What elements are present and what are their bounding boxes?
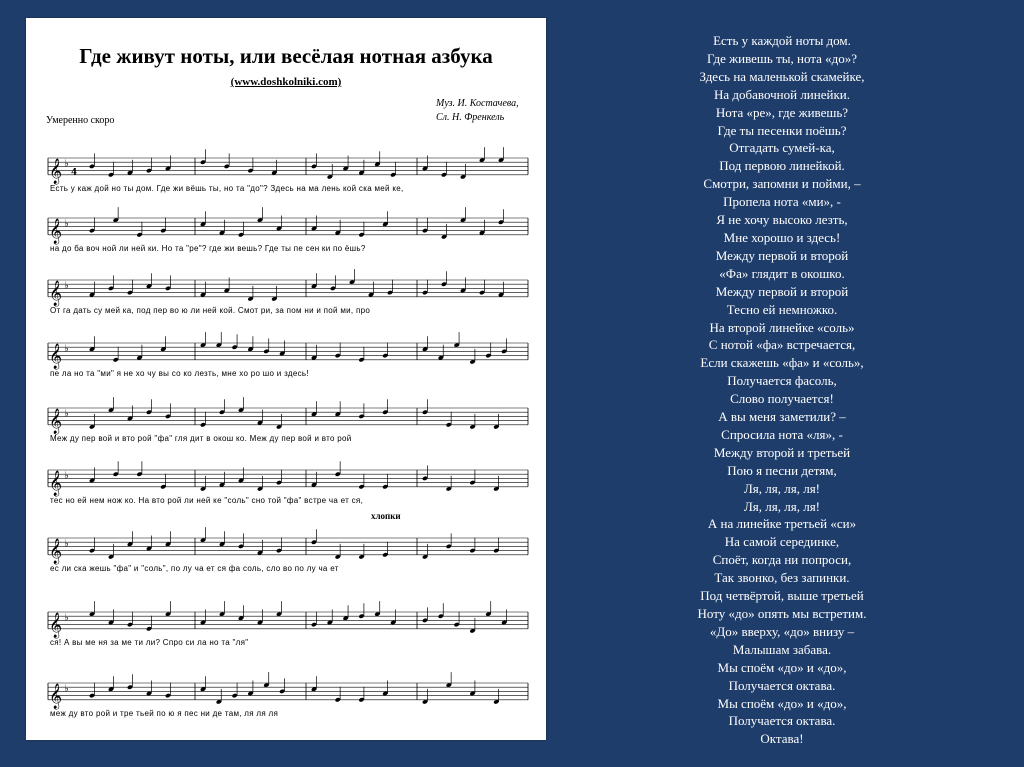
treble-clef-icon: 𝄞 xyxy=(49,612,63,638)
poem-line: Здесь на маленькой скамейке, xyxy=(699,68,865,84)
poem-line: На добавочной линейки. xyxy=(714,86,850,102)
poem-line: Слово получается! xyxy=(730,391,834,407)
treble-clef-icon: 𝄞 xyxy=(49,280,63,306)
treble-clef-icon: 𝄞 xyxy=(49,158,63,184)
poem-line: Ля, ля, ля, ля! xyxy=(743,498,821,514)
poem-line: На самой серединке, xyxy=(724,534,840,550)
lyrics-line: меж ду вто рой и тре тьей по ю я пес ни де там, ля ля ля xyxy=(50,708,279,718)
flat-key-signature: ♭ xyxy=(64,158,69,170)
poem-line: Я не хочу высоко лезть, xyxy=(716,212,848,228)
poem-line: Октава! xyxy=(760,731,804,747)
flat-key-signature: ♭ xyxy=(64,280,69,292)
flat-key-signature: ♭ xyxy=(64,683,69,695)
flat-key-signature: ♭ xyxy=(64,470,69,482)
poem-line: Между первой и второй xyxy=(715,247,849,263)
poem-line: На второй линейке «соль» xyxy=(709,319,855,335)
poem-line: Мы споём «до» и «до», xyxy=(717,659,847,675)
sheet-music-page xyxy=(26,18,546,740)
poem-line: Где ты песенки поёшь? xyxy=(717,122,847,138)
treble-clef-icon: 𝄞 xyxy=(49,343,63,369)
poem-line: Малышам забава. xyxy=(732,641,832,657)
poem-line: Где живешь ты, нота «до»? xyxy=(706,50,858,66)
poem-line: С нотой «фа» встречается, xyxy=(708,337,856,353)
lyrics-line: тес но ей нем нож ко. На вто рой ли ней ке "соль" сно той "фа" встре ча ет ся, xyxy=(50,495,364,505)
flat-key-signature: ♭ xyxy=(64,408,69,420)
flat-key-signature: ♭ xyxy=(64,343,69,355)
music-staves xyxy=(26,18,546,740)
clap-annotation: хлопки xyxy=(371,511,401,521)
poem-line: Ля, ля, ля, ля! xyxy=(743,480,821,496)
lyrics-line: на до ба воч ной ли ней ки. Но та "ре"? где жи вешь? Где ты пе сен ки по ёшь? xyxy=(50,243,366,253)
lyrics-line: пе ла но та "ми" я не хо чу вы со ко лезть, мне хо ро шо и здесь! xyxy=(50,368,309,378)
poem-line: Мне хорошо и здесь! xyxy=(723,229,841,245)
poem-line: Получается октава. xyxy=(728,713,836,729)
flat-key-signature: ♭ xyxy=(64,612,69,624)
poem-line: Нота «ре», где живешь? xyxy=(715,104,849,120)
lyrics-line: ся! А вы ме ня за ме ти ли? Спро си ла но та "ля" xyxy=(50,637,249,647)
poem-line: Если скажешь «фа» и «соль», xyxy=(700,355,864,371)
poem-line: Смотри, запомни и пойми, – xyxy=(703,176,861,192)
poem-line: Между второй и третьей xyxy=(713,444,851,460)
poem-line: Пропела нота «ми», - xyxy=(723,194,841,210)
poem-text xyxy=(572,32,992,748)
treble-clef-icon: 𝄞 xyxy=(49,470,63,496)
score-source-link[interactable]: (www.doshkolniki.com) xyxy=(230,76,342,88)
poem-line: Под первою линейкой. xyxy=(719,158,845,174)
treble-clef-icon: 𝄞 xyxy=(49,218,63,244)
composer-credit: Муз. И. Костачева, xyxy=(436,98,519,109)
lyrics-line: Меж ду пер вой и вто рой "фа" гля дит в окош ко. Меж ду пер вой и вто рой xyxy=(50,433,352,443)
poem-line: Получается фасоль, xyxy=(727,373,837,389)
poem-line: А вы меня заметили? – xyxy=(718,409,846,425)
poem-line: Так звонко, без запинки. xyxy=(714,570,850,586)
lyrics-line: От га дать су мей ка, под пер во ю ли ней кой. Смот ри, за пом ни и пой ми, про xyxy=(50,305,371,315)
time-signature: 4 xyxy=(71,167,78,178)
poem-line: Мы споём «до» и «до», xyxy=(717,695,847,711)
poem-line: Ноту «до» опять мы встретим. xyxy=(697,606,867,621)
treble-clef-icon: 𝄞 xyxy=(49,408,63,434)
lyrics-line: ес ли ска жешь "фа" и "соль", по лу ча ет ся фа соль, сло во по лу ча ет xyxy=(50,563,339,573)
poem-line: «Фа» глядит в окошко. xyxy=(719,265,845,281)
poem-line: Тесно ей немножко. xyxy=(726,301,838,317)
poem-line: Отгадать сумей-ка, xyxy=(729,140,835,156)
poem-line: Есть у каждой ноты дом. xyxy=(713,33,851,48)
treble-clef-icon: 𝄞 xyxy=(49,683,63,709)
poem-line: А на линейке третьей «си» xyxy=(707,516,857,532)
flat-key-signature: ♭ xyxy=(64,538,69,550)
poem-line: Пою я песни детям, xyxy=(727,462,837,478)
poem-line: Споёт, когда ни попроси, xyxy=(712,552,852,568)
poem-line: Под четвёртой, выше третьей xyxy=(700,588,864,604)
flat-key-signature: ♭ xyxy=(64,218,69,230)
poem-line: Спросила нота «ля», - xyxy=(721,426,843,442)
treble-clef-icon: 𝄞 xyxy=(49,538,63,564)
poem-line: Получается октава. xyxy=(728,677,836,693)
lyrics-line: Есть у каж дой но ты дом. Где жи вёшь ты, но та "до"? Здесь на ма лень кой ска мей ке, xyxy=(50,183,404,193)
tempo-marking: Умеренно скоро xyxy=(46,115,115,126)
poem-line: Между первой и второй xyxy=(715,283,849,299)
poem-line: «До» вверху, «до» внизу – xyxy=(709,623,855,639)
lyricist-credit: Сл. Н. Френкель xyxy=(436,112,505,123)
score-title: Где живут ноты, или весёлая нотная азбука xyxy=(79,44,493,68)
